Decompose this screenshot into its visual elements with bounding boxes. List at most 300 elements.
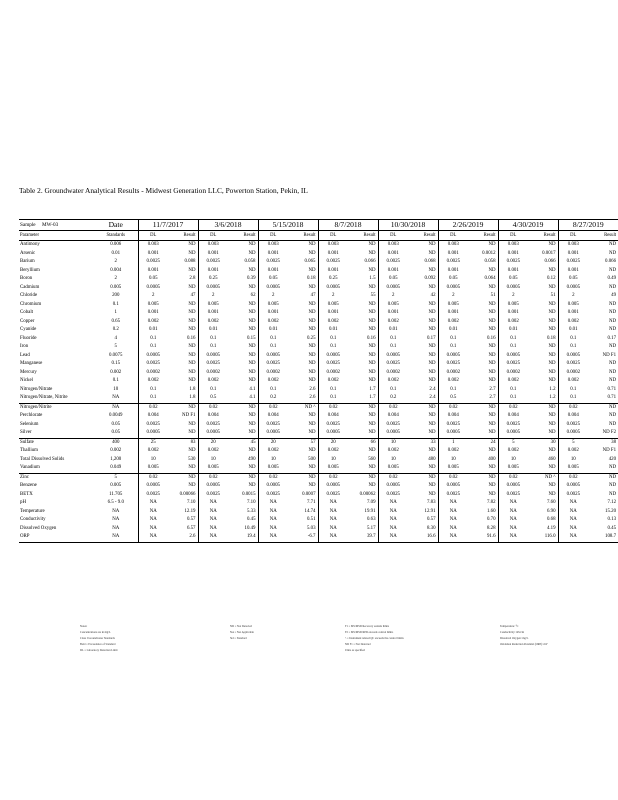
dl-cell: 0.001 [438, 309, 468, 318]
result-cell: ND [188, 318, 196, 324]
result-cell: ND ^ [528, 473, 558, 482]
dl-cell: 0.02 [198, 403, 228, 412]
dl-cell: 0.003 [318, 241, 348, 250]
dl-cell: 0.004 [138, 412, 168, 421]
dl-cell: NA [438, 499, 468, 508]
dl-cell: 2 [378, 292, 408, 301]
table-row [19, 335, 618, 344]
result-cell: 0.00066 [179, 491, 196, 497]
result-cell: ND [548, 361, 556, 366]
dl-column-header: DL [438, 231, 468, 241]
dl-cell: 0.0025 [438, 360, 468, 369]
dl-cell: 0.001 [138, 267, 168, 276]
result-cell: ND [488, 284, 496, 290]
result-cell: ND [188, 250, 196, 256]
result-cell: ND [608, 369, 617, 375]
result-cell: 55 [370, 293, 376, 298]
result-cell: ND [588, 473, 618, 482]
dl-cell: 0.0005 [138, 429, 168, 438]
result-cell: ND [488, 378, 496, 383]
dl-cell: 0.02 [558, 473, 588, 482]
result-column-header: Result [168, 231, 198, 241]
result-cell: ND [488, 352, 496, 358]
result-cell: 1.7 [369, 386, 376, 392]
dl-cell: 0.003 [198, 241, 228, 250]
result-cell: 30 [528, 438, 558, 447]
dl-cell: 0.001 [318, 267, 348, 276]
result-cell: 4.1 [249, 386, 256, 392]
dl-cell: 10 [318, 456, 348, 465]
result-cell: ND [248, 284, 256, 290]
date-column-header: 10/30/2018 [378, 220, 438, 231]
parameter-column-header: Parameter [19, 231, 94, 241]
dl-cell: NA [498, 525, 528, 534]
result-cell: ND [308, 369, 316, 375]
footnote-line: Bold = Exceedance of Standard [80, 643, 116, 646]
dl-cell: 0.001 [258, 267, 288, 276]
dl-cell: 0.001 [378, 267, 408, 276]
dl-cell: 0.002 [258, 377, 288, 386]
dl-cell: 0.05 [558, 275, 588, 284]
dl-cell: 2 [198, 292, 228, 301]
footnote-column [230, 624, 254, 642]
result-cell: ND [488, 430, 496, 435]
result-cell: ND [428, 430, 436, 435]
result-cell: ND [608, 361, 617, 366]
dl-cell: NA [318, 525, 348, 534]
dl-cell: NA [378, 499, 408, 508]
result-cell: ND [248, 267, 256, 273]
result-cell: 51 [490, 293, 496, 298]
result-cell: 47 [190, 293, 196, 298]
dl-cell: 0.0025 [378, 421, 408, 430]
result-cell: 24 [468, 438, 498, 447]
date-column-header: 8/7/2018 [318, 220, 378, 231]
dl-cell: 0.005 [438, 464, 468, 473]
dl-cell: 0.02 [138, 473, 168, 482]
dl-cell: 2 [138, 292, 168, 301]
dl-cell: 0.0005 [318, 284, 348, 293]
parameter-name: Nitrogen/Nitrate, Nitrite [20, 395, 68, 400]
dl-cell: NA [438, 508, 468, 517]
footnote-line: Units as specified [345, 649, 365, 652]
result-cell: 14.74 [304, 508, 316, 514]
parameter-name: Nickel [20, 378, 34, 383]
result-cell: ND [248, 369, 256, 375]
dl-cell: 0.1 [438, 343, 468, 352]
result-cell: ND [608, 413, 617, 418]
dl-cell: 0.0005 [558, 482, 588, 491]
result-cell: ND [188, 378, 196, 383]
table-row [19, 447, 618, 456]
result-cell: ND [308, 242, 316, 247]
dl-cell: NA [258, 499, 288, 508]
dl-cell: 0.0002 [558, 369, 588, 378]
result-cell: ND [248, 250, 256, 256]
dl-cell: 0.0005 [498, 482, 528, 491]
result-cell: ND [308, 361, 316, 366]
result-cell: ND [368, 430, 376, 435]
dl-cell: 0.002 [318, 447, 348, 456]
dl-cell: NA [258, 525, 288, 534]
standard-value: 0.15 [111, 361, 121, 366]
dl-cell: 0.0025 [378, 360, 408, 369]
dl-cell: 20 [318, 438, 348, 447]
result-cell: 0.0015 [242, 491, 256, 497]
dl-cell: NA [318, 508, 348, 517]
standard-value: 0.049 [110, 465, 122, 470]
result-cell: 7.10 [246, 500, 256, 505]
footnote-line: ^ = Instrument related QC exceeds the control limits [345, 637, 404, 640]
dl-cell: 0.0005 [438, 482, 468, 491]
parameter-name: Chloride [20, 293, 38, 298]
parameter-name: ORP [19, 533, 94, 542]
result-cell: 42 [430, 293, 436, 298]
results-body [19, 241, 618, 543]
result-cell: 0.088 [184, 259, 196, 264]
dl-cell: NA [558, 533, 588, 542]
parameter-name: Perchlorate [20, 413, 43, 418]
dl-cell: 0.004 [438, 412, 468, 421]
dl-cell: 0.001 [558, 267, 588, 276]
table-row [19, 394, 618, 403]
dl-cell: 0.005 [258, 301, 288, 310]
dl-cell: 0.0025 [258, 491, 288, 500]
dl-cell: 0.0005 [438, 429, 468, 438]
table-row [19, 499, 618, 508]
standard-value: 400 [94, 438, 138, 447]
result-cell: 12.19 [184, 508, 196, 514]
date-column-header: 2/26/2019 [438, 220, 498, 231]
result-cell: ND [368, 483, 376, 488]
result-cell: ND [248, 344, 256, 349]
result-cell: ND [488, 413, 496, 418]
result-cell: ND [368, 344, 376, 349]
result-cell: ND [548, 301, 556, 307]
dl-cell: 0.002 [378, 377, 408, 386]
dl-cell: 10 [138, 456, 168, 465]
dl-cell: 0.002 [438, 318, 468, 327]
dl-cell: 0.004 [498, 412, 528, 421]
dl-cell: 0.001 [558, 250, 588, 259]
dl-cell: 25 [138, 438, 168, 447]
dl-cell: 0.005 [198, 464, 228, 473]
dl-cell: NA [498, 516, 528, 525]
result-column-header: Result [588, 231, 618, 241]
result-cell: ND [548, 465, 556, 470]
dl-cell: 0.0005 [138, 284, 168, 293]
result-cell: ND [368, 413, 376, 418]
dl-cell: 20 [198, 438, 228, 447]
parameter-name: Sulfate [19, 438, 94, 447]
dl-cell: 0.001 [378, 309, 408, 318]
dl-cell: 0.002 [258, 447, 288, 456]
dl-cell: 0.0005 [318, 482, 348, 491]
dl-cell: 10 [198, 456, 228, 465]
result-cell: 0.68 [546, 517, 556, 522]
standard-value: 0.65 [111, 318, 121, 324]
result-cell: 490 [248, 456, 256, 462]
dl-cell: 0.001 [198, 250, 228, 259]
table-row [19, 482, 618, 491]
dl-cell: 0.2 [378, 394, 408, 403]
result-cell: 57 [288, 438, 318, 447]
groundwater-results-table [19, 219, 618, 543]
result-cell: ND [188, 483, 196, 488]
dl-cell: 0.0025 [198, 491, 228, 500]
result-cell: 16.6 [408, 533, 438, 542]
result-cell: ND [488, 327, 496, 332]
dl-cell: 0.01 [318, 326, 348, 335]
table-row [19, 377, 618, 386]
result-cell: 2.4 [429, 395, 436, 400]
dl-cell: 0.1 [498, 394, 528, 403]
result-cell: ND [608, 421, 617, 427]
dl-cell: 0.0025 [318, 421, 348, 430]
dl-cell: NA [198, 525, 228, 534]
result-cell: ND [188, 301, 196, 307]
result-cell: ND [488, 344, 496, 349]
parameter-name: Zinc [19, 473, 94, 482]
table-row [19, 292, 618, 301]
dl-cell: 0.002 [198, 447, 228, 456]
table-row [19, 508, 618, 517]
dl-cell: 0.001 [138, 250, 168, 259]
result-cell: ND [188, 352, 196, 358]
result-cell: ND [308, 250, 316, 256]
result-cell: ND [368, 318, 376, 324]
dl-cell: 0.1 [498, 386, 528, 395]
dl-cell: 0.001 [198, 267, 228, 276]
result-cell: ND [368, 448, 376, 453]
dl-cell: 0.001 [438, 250, 468, 259]
dl-cell: 0.0002 [498, 369, 528, 378]
parameter-name: Total Dissolved Solids [20, 456, 65, 462]
dl-cell: NA [198, 499, 228, 508]
standard-value: 0.006 [110, 242, 122, 247]
standard-value: NA [112, 517, 120, 522]
dl-cell: NA [138, 499, 168, 508]
table-row [19, 284, 618, 293]
dl-cell: 0.05 [438, 275, 468, 284]
dl-cell: 0.002 [498, 377, 528, 386]
dl-cell: NA [318, 499, 348, 508]
result-cell: ND [308, 310, 316, 315]
dl-cell: 0.0005 [258, 352, 288, 361]
parameter-name: Silver [20, 430, 32, 435]
table-row [19, 241, 618, 250]
dl-cell: NA [438, 516, 468, 525]
dl-cell: 0.0005 [498, 352, 528, 361]
result-cell: ND [428, 448, 436, 453]
result-cell: ND [608, 327, 617, 332]
dl-cell: 0.02 [498, 403, 528, 412]
dl-cell: 0.2 [258, 394, 288, 403]
dl-cell: NA [438, 533, 468, 542]
result-cell: 7.10 [186, 500, 196, 505]
result-cell: 0.064 [484, 276, 496, 281]
parameter-name: Copper [20, 318, 35, 324]
dl-cell: 0.02 [138, 403, 168, 412]
result-cell: ND [368, 361, 376, 366]
result-cell: 2.4 [429, 386, 436, 392]
dl-cell: 0.0025 [198, 421, 228, 430]
result-cell: ND [428, 491, 436, 497]
dl-cell: 0.002 [378, 447, 408, 456]
result-cell: 0.70 [486, 517, 496, 522]
parameter-name: Conductivity [20, 517, 46, 522]
dl-cell: 0.001 [258, 250, 288, 259]
result-cell: ND [548, 448, 556, 453]
parameter-name: Barium [20, 259, 35, 264]
result-cell: ND [428, 378, 436, 383]
dl-cell: 0.1 [378, 343, 408, 352]
dl-cell: 0.05 [498, 275, 528, 284]
table-row [19, 267, 618, 276]
dl-cell: 0.1 [198, 343, 228, 352]
result-cell: 91.6 [468, 533, 498, 542]
result-cell: 2.6 [309, 395, 316, 400]
table-row [19, 438, 618, 447]
dl-cell: 0.0005 [198, 482, 228, 491]
result-cell: 62 [250, 293, 256, 298]
dl-cell: 0.1 [318, 343, 348, 352]
dl-cell: NA [318, 516, 348, 525]
result-cell: ND [428, 421, 436, 427]
result-cell: ND [608, 491, 617, 497]
dl-cell: 0.001 [438, 267, 468, 276]
result-cell: ND [488, 301, 496, 307]
dl-cell: 0.0025 [558, 421, 588, 430]
dl-cell: 0.1 [258, 386, 288, 395]
result-cell: ND [548, 318, 556, 324]
dl-cell: 0.005 [438, 301, 468, 310]
dl-cell: 0.0025 [558, 258, 588, 267]
result-cell: ND [248, 413, 256, 418]
result-cell: 0.18 [546, 335, 556, 341]
table-row [19, 352, 618, 361]
date-column-header: 3/6/2018 [198, 220, 258, 231]
dl-cell: 0.5 [198, 394, 228, 403]
dl-cell: 0.02 [198, 473, 228, 482]
dl-cell: 0.1 [318, 335, 348, 344]
result-cell: ND [428, 483, 436, 488]
result-cell: ND [428, 327, 436, 332]
result-cell: 19.91 [364, 508, 376, 514]
date-header-row [19, 220, 618, 231]
dl-cell: NA [258, 533, 288, 542]
dl-cell: 0.002 [498, 318, 528, 327]
dl-cell: NA [198, 508, 228, 517]
standard-value: 4 [114, 335, 117, 341]
result-cell: 7.09 [366, 500, 376, 505]
result-column-header: Result [408, 231, 438, 241]
result-cell: -6.7 [288, 533, 318, 542]
dl-cell: 0.0005 [558, 284, 588, 293]
dl-cell: 0.0005 [378, 284, 408, 293]
result-cell: ND [528, 403, 558, 412]
standard-value: 0.0049 [109, 413, 123, 418]
dl-cell: NA [198, 516, 228, 525]
result-cell: 0.058 [244, 259, 256, 264]
dl-cell: NA [378, 525, 408, 534]
result-cell: 0.17 [426, 335, 436, 341]
result-cell: ND [308, 344, 316, 349]
result-cell: ND F1 [182, 413, 196, 418]
result-cell: 4.19 [546, 525, 556, 531]
footnotes [80, 624, 610, 660]
dl-cell: 0.004 [198, 412, 228, 421]
dl-cell: 10 [558, 456, 588, 465]
dl-cell: 0.02 [438, 403, 468, 412]
result-cell: 0.00062 [359, 491, 376, 497]
dl-cell: 0.0005 [258, 284, 288, 293]
result-cell: ND [608, 267, 617, 273]
dl-cell: 0.0005 [138, 482, 168, 491]
dl-cell: 0.004 [318, 412, 348, 421]
result-cell: 12.91 [424, 508, 436, 514]
result-cell: 0.066 [364, 259, 376, 264]
dl-cell: 0.0025 [318, 258, 348, 267]
result-cell: 530 [188, 456, 196, 462]
parameter-name: Chromium [20, 301, 42, 307]
result-cell: ND [608, 242, 617, 247]
result-cell: ND [248, 448, 256, 453]
dl-cell: NA [558, 525, 588, 534]
result-cell: 420 [608, 456, 617, 462]
result-cell: 19.4 [228, 533, 258, 542]
result-cell: 8.30 [426, 525, 436, 531]
table-row [19, 473, 618, 482]
dl-cell: 0.001 [558, 309, 588, 318]
standard-value: 1 [114, 310, 117, 315]
dl-cell: 0.0005 [258, 429, 288, 438]
dl-cell: 0.003 [138, 241, 168, 250]
result-cell: ND [608, 344, 617, 349]
standard-value: 0.004 [110, 267, 122, 273]
result-cell: ND [368, 284, 376, 290]
result-cell: 6.57 [186, 525, 196, 531]
result-cell: ND [548, 421, 556, 427]
result-cell: ND [168, 473, 198, 482]
parameter-name: Vanadium [20, 465, 40, 470]
dl-cell: 0.0025 [318, 360, 348, 369]
result-cell: ND [488, 421, 496, 427]
date-column-header: 4/30/2019 [498, 220, 558, 231]
dl-cell: 0.02 [438, 473, 468, 482]
result-cell: 0.17 [607, 335, 617, 341]
table-row [19, 318, 618, 327]
standard-value: 0.01 [111, 250, 121, 256]
result-cell: ND [548, 491, 556, 497]
result-cell: ND [368, 327, 376, 332]
parameter-name: Benzene [20, 483, 37, 488]
standard-value: 0.005 [110, 483, 122, 488]
dl-cell: 0.0025 [558, 360, 588, 369]
result-cell: ND [248, 483, 256, 488]
parameter-name: Iron [20, 344, 29, 349]
result-cell: 0.13 [607, 517, 617, 522]
result-cell: ND [368, 369, 376, 375]
dl-cell: 0.004 [258, 412, 288, 421]
result-cell: 0.065 [304, 259, 316, 264]
dl-cell: 0.0025 [138, 491, 168, 500]
dl-cell: 0.005 [558, 464, 588, 473]
result-cell: ND [368, 267, 376, 273]
result-cell: 0.18 [306, 276, 316, 281]
result-cell: 0.058 [484, 259, 496, 264]
dl-cell: 5 [558, 438, 588, 447]
